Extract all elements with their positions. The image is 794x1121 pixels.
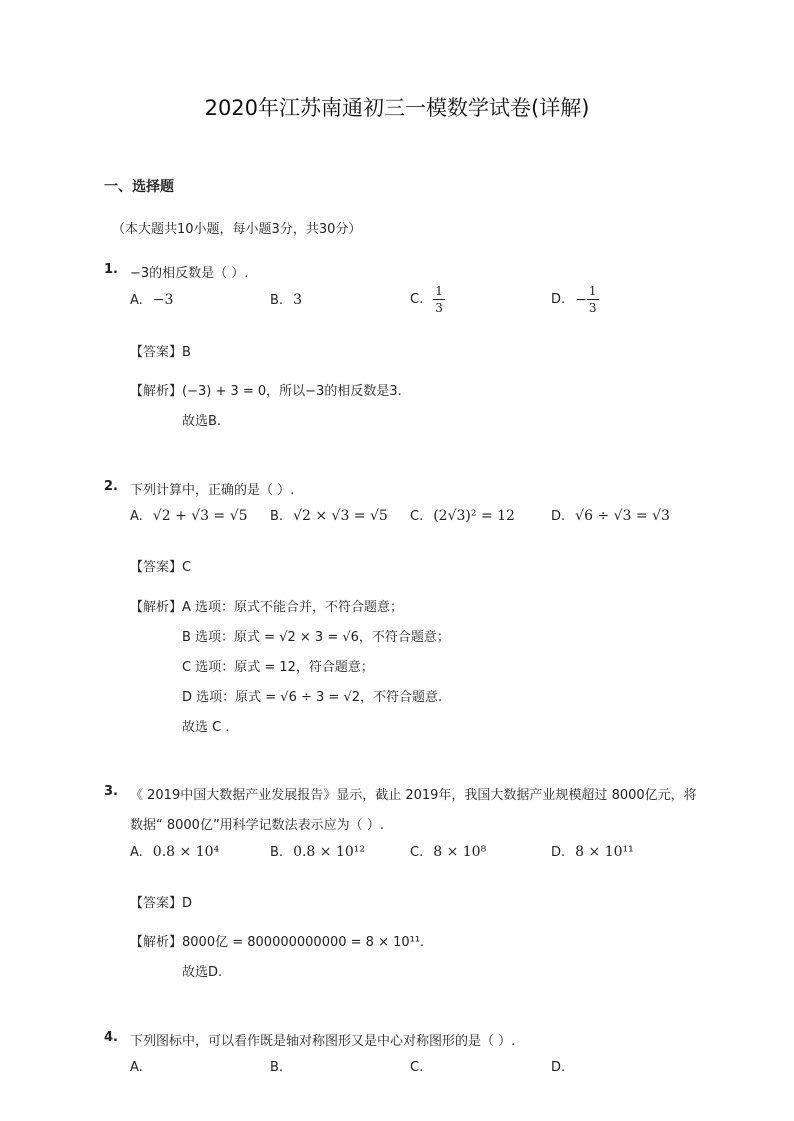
- option-value: −3: [152, 292, 174, 308]
- numerator: 1: [588, 284, 597, 298]
- option-label: B.: [270, 844, 284, 860]
- question-2-text: 下列计算中，正确的是（ ）.: [130, 483, 295, 498]
- option-value: 0.8 × 10⁴: [152, 844, 220, 860]
- option-label: A.: [130, 292, 143, 308]
- question-4-option-a: A.: [130, 1060, 143, 1075]
- option-value: √2 + √3 = √5: [152, 508, 248, 524]
- question-1-answer: [130, 341, 191, 360]
- minus-sign: −: [575, 291, 587, 308]
- answer-value: B: [182, 345, 191, 360]
- option-label: C.: [410, 292, 424, 307]
- option-value: √2 × √3 = √5: [293, 508, 388, 524]
- question-3-option-d: [551, 844, 634, 860]
- question-1-option-b: [270, 292, 302, 308]
- question-3-text-line-1: 《 2019中国大数据产业发展报告》显示，截止 2019年，我国大数据产业规模超过 8000亿元，将: [130, 788, 697, 803]
- option-label: D.: [551, 508, 566, 524]
- option-label: A.: [130, 508, 143, 524]
- question-2-analysis: [130, 596, 403, 615]
- denominator: 3: [588, 301, 597, 315]
- fraction: [587, 285, 599, 314]
- section-note: （本大题共10小题，每小题3分，共30分）: [112, 222, 362, 237]
- question-3-option-b: [270, 844, 365, 860]
- answer-value: C: [182, 560, 192, 575]
- analysis-line: B 选项：原式 = √2 × 3 = √6，不符合题意；: [182, 630, 450, 645]
- question-3-text-line-2: 数据“ 8000亿”用科学记数法表示应为（ ）.: [130, 818, 384, 833]
- question-3-number: 3.: [104, 784, 118, 799]
- page-title: 2020年江苏南通初三一模数学试卷(详解): [204, 96, 590, 120]
- section-heading: 一、选择题: [104, 179, 174, 195]
- question-1-option-a: [130, 292, 173, 308]
- option-label: C.: [410, 508, 424, 524]
- option-label: D.: [551, 844, 566, 860]
- answer-label: 【答案】: [130, 560, 183, 575]
- option-value: √6 ÷ √3 = √3: [575, 508, 670, 524]
- analysis-line: 8000亿 = 800000000000 = 8 × 10¹¹.: [182, 935, 425, 950]
- question-3-answer: [130, 892, 192, 911]
- question-1-option-d: [551, 285, 599, 314]
- question-3-option-c: [410, 844, 486, 860]
- option-value: 0.8 × 10¹²: [293, 844, 365, 860]
- option-label: B.: [270, 508, 284, 524]
- answer-value: D: [182, 896, 193, 911]
- numerator: 1: [435, 284, 443, 298]
- answer-label: 【答案】: [130, 345, 183, 360]
- fraction: [433, 285, 445, 314]
- question-2-answer: [130, 556, 191, 575]
- analysis-label: 【解析】: [130, 935, 183, 950]
- option-value: 8 × 10¹¹: [575, 844, 634, 860]
- analysis-line: 故选D.: [182, 965, 223, 980]
- question-2-option-d: [551, 508, 670, 524]
- option-value: 8 × 10⁸: [433, 844, 487, 860]
- question-1-text: −3的相反数是（ ）.: [130, 266, 249, 281]
- analysis-line: (−3) + 3 = 0，所以−3的相反数是3.: [182, 384, 402, 399]
- question-2-option-b: [270, 508, 388, 524]
- option-label: D.: [551, 292, 566, 307]
- analysis-line: C 选项：原式 = 12，符合题意；: [182, 660, 374, 675]
- question-2-option-c: [410, 508, 515, 524]
- question-1-option-c: [410, 285, 445, 314]
- analysis-line: 故选B.: [182, 414, 222, 429]
- option-value: 3: [293, 292, 302, 308]
- question-4-option-c: C.: [410, 1060, 424, 1075]
- analysis-line: A 选项：原式不能合并，不符合题意；: [182, 600, 404, 615]
- analysis-label: 【解析】: [130, 384, 183, 399]
- question-3-analysis: [130, 931, 424, 950]
- analysis-line: 故选 C .: [182, 720, 230, 735]
- option-label: C.: [410, 844, 424, 860]
- option-label: B.: [270, 292, 284, 308]
- answer-label: 【答案】: [130, 896, 183, 911]
- denominator: 3: [435, 301, 443, 315]
- option-label: A.: [130, 844, 143, 860]
- question-4-option-b: B.: [270, 1060, 284, 1075]
- question-2-option-a: [130, 508, 248, 524]
- analysis-label: 【解析】: [130, 600, 183, 615]
- question-4-text: 下列图标中，可以看作既是轴对称图形又是中心对称图形的是（ ）.: [130, 1034, 516, 1049]
- question-4-option-d: D.: [551, 1060, 566, 1075]
- analysis-line: D 选项：原式 = √6 ÷ 3 = √2，不符合题意.: [182, 690, 443, 705]
- question-3-option-a: [130, 844, 219, 860]
- question-2-number: 2.: [104, 479, 118, 494]
- question-1-number: 1.: [104, 262, 118, 277]
- question-4-number: 4.: [104, 1030, 118, 1045]
- option-value: (2√3)² = 12: [433, 508, 515, 524]
- question-1-analysis: [130, 380, 402, 399]
